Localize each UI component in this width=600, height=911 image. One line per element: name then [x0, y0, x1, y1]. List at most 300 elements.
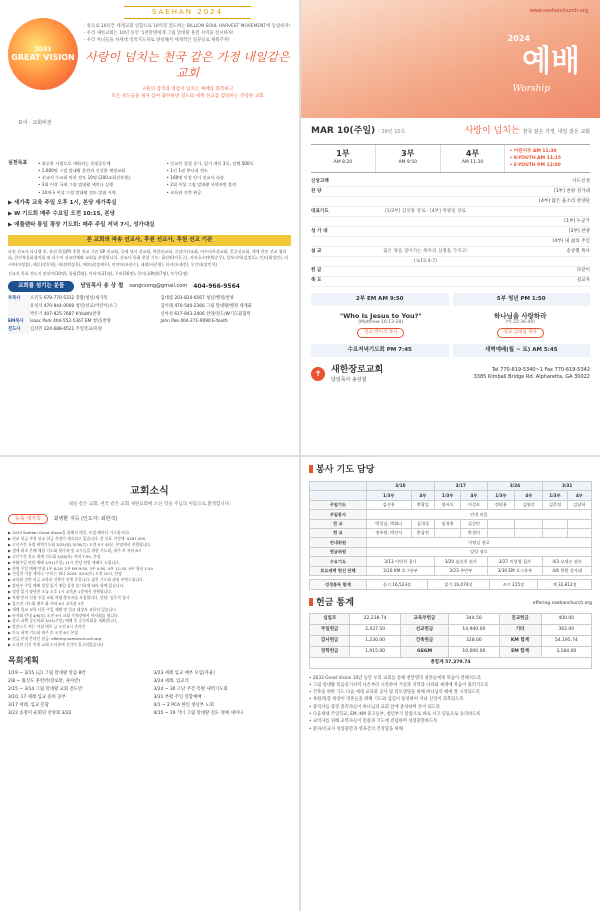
- service-cell: [567, 519, 591, 528]
- service-cell: 정원용: [487, 500, 515, 509]
- prayer-bullet: • 환자/선교사 성령충만과 영육간의 건강함을 위해: [309, 726, 403, 732]
- service-cell: [543, 519, 567, 528]
- great-vision-badge: [8, 18, 78, 90]
- service-cell: 김준섭: [543, 500, 567, 509]
- week-header: 3/24: [487, 481, 543, 490]
- church-address: 3385 Kimball Bridge Rd. Alpharetta, GA 30022: [473, 374, 590, 381]
- weekday-times: [311, 344, 590, 357]
- news-item: ▶ 고난주간 목요 세계 기도회 3/28(목) 저녁 7:30, 본당: [8, 553, 101, 559]
- order-row: [311, 187, 590, 197]
- new-believer-name: 최병환 지득 (인도자: 최반석): [53, 515, 118, 522]
- order-center: [351, 239, 500, 245]
- youth-time: 5부 청년 PM 1:50: [453, 293, 591, 306]
- em-pastor: 설교 박이삭 목사: [357, 328, 404, 338]
- order-label: 신앙고백: [311, 178, 329, 184]
- finance-row: [310, 625, 592, 636]
- news-item: ▶ 도서관 신간 안내 교회 도서관에 신간이 입고되었습니다.: [8, 641, 105, 647]
- news-item: ▶ 성경 읽기 장년반 오늘 오후 1시 교육관 1층에서 진행됩니다.: [8, 589, 113, 595]
- finance-label: 감사헌금: [310, 636, 350, 647]
- stats-cell: 쓰기 215장: [489, 580, 538, 589]
- service-cell: 3/13 이민희 집사: [366, 557, 434, 566]
- saehan-header: SAEHAN 2024: [124, 6, 251, 19]
- prayer-line-3: ▶ 애틀랜타 통일 광장 기도회: 매주 주일 저녁 7시, 성가대실: [8, 221, 155, 228]
- service-cell: [567, 528, 591, 537]
- worship-order: [311, 177, 590, 287]
- service-name: 1부: [336, 148, 350, 158]
- hero-title: 예배: [522, 44, 580, 79]
- news-item: ▶ 고난주간 특별 새벽기도회 3/25(월)-3/30(토) 오전 5시 45분, 본당에서 진행됩니다.: [8, 542, 152, 548]
- church-footer: [311, 365, 590, 383]
- stats-row: [310, 580, 592, 589]
- staff-entry: 김이래 470-540-2366 그림 말대왕/행정 세계화: [160, 303, 252, 309]
- order-label: [311, 259, 351, 265]
- service-title: 봉사 기도 담당: [309, 465, 592, 477]
- news-item: ▶ 토요 새벽 기도회 매주 토 오전 6시 본당: [8, 630, 79, 636]
- finance-label: 진교헌금: [499, 614, 541, 625]
- goal-list-item: • 인교인 성결 증가, 읽기 개인 3독, 전체 500독: [166, 161, 254, 166]
- order-center: [351, 229, 500, 235]
- order-right: [3부] 찬양: [568, 228, 590, 234]
- welcome-text: 내일 같은 교회, 천국 같은 교회 새한교회에 오신 것을 주님의 이름으로 환영합니다.: [68, 502, 231, 507]
- prayer-line-2: ▶ W 기도회 매주 수요일 오전 10:15, 본당: [8, 210, 116, 217]
- prayer-line-1: ▶ 새가족 교육 주일 오후 1시, 본당 새가족실: [8, 199, 117, 206]
- order-label: [311, 239, 351, 245]
- finance-total-row: [310, 657, 592, 668]
- order-center: (눅15:4-7): [414, 258, 437, 264]
- church-pastor: 담임목사 송상철: [331, 377, 367, 383]
- prayer-bullet: • 교역자를 위해 교역자들이 말씀과 기도에 전념하며 성령충만하도록: [309, 719, 438, 725]
- staff-entry: 박은기 407-925-7687 K-Youth/찬양: [30, 311, 101, 317]
- order-label: 설 교: [311, 248, 322, 254]
- dawn-time: 새벽예배(월 ~ 토) AM 5:45: [453, 344, 591, 357]
- order-row: [311, 247, 590, 257]
- em-time: 2부 EM AM 9:50: [311, 293, 449, 306]
- service-cell: [543, 528, 567, 537]
- order-label: 성 가 대: [311, 228, 328, 234]
- service-role: 수요기도: [310, 557, 367, 566]
- part-header: 1/3부: [435, 491, 461, 500]
- order-row: [311, 177, 590, 187]
- stats-cell: 계 32,812장: [538, 580, 592, 589]
- order-label: [311, 219, 351, 225]
- goal-list-item: • 3회 이상 국제 그림 말대왕 세미나 실행: [38, 182, 114, 188]
- goal-list-item: • 선교지 수교회 마산 전도 10명 (200교회선후원),: [38, 175, 132, 181]
- finance-value: 1,915.00: [350, 646, 400, 657]
- part-header: 4부: [567, 491, 591, 500]
- finance-label: 주일헌금: [310, 625, 350, 636]
- service-cell: 4/6 봉원 성가대: [543, 566, 592, 575]
- goal-list-item: • 교육관 건축 완공: [166, 189, 202, 195]
- senior-pastor: 담임목사 송 상 철: [80, 283, 124, 290]
- order-row: [311, 257, 590, 267]
- service-role: 찬 교: [310, 519, 367, 528]
- news-item: ▶ 울프전 기도회 매주 화 저녁 8시 교육관 2층: [8, 600, 85, 606]
- staff-role: 부목사: [8, 295, 30, 303]
- news-item: ▶ 한영 주일 예배 안내 1부 8:20, 2부 EM 9:50, 3부 9:50, 4부 11:30, 5부 청년 1:50: [8, 565, 153, 571]
- service-row: [310, 538, 592, 547]
- order-right: [500, 259, 590, 265]
- goal-list-item: • 2회 이상 그림 말대왕 사역자반 훈련: [166, 182, 237, 188]
- youth-service: • E-YOUTH PM 12:00: [509, 163, 561, 169]
- service-cell: [435, 528, 461, 537]
- order-row: [311, 227, 590, 237]
- slogan-sub-2: 모든 성도들을 제자 삼아 출하하면 전도와 세계 선교를 감당하는 건강한 교회: [111, 94, 264, 100]
- order-right: [4부] 내 삶의 주인: [552, 238, 590, 244]
- finance-label: 장학헌금: [310, 646, 350, 657]
- youth-service: • 어린이부 AM 11:30: [509, 148, 557, 154]
- worship-slogan: [465, 126, 590, 138]
- staff-entry: 유성식 470-944-0000 청년/선교/어린이/소그: [30, 303, 118, 309]
- hero-worship: Worship: [512, 84, 550, 94]
- finance-value: 344.50: [449, 614, 499, 625]
- service-cell: 김남학: [567, 500, 591, 509]
- service-time: AM 8:20: [333, 160, 353, 166]
- goal-list-item: • 10개국 이상 그림 말대왕 전도 말씀 사역: [38, 189, 116, 195]
- order-center: [351, 278, 500, 284]
- service-role: 헌금위원: [310, 547, 367, 556]
- service-time: AM 9:50: [398, 160, 417, 166]
- plan-title: 목회계획: [8, 655, 39, 665]
- finance-row: [310, 636, 592, 647]
- finance-label: GSGM: [400, 646, 448, 657]
- news-item: ▶ 2033 SaeHan Great Vision을 위해서 매일, 모임 때마다 기도합시다!: [8, 530, 130, 536]
- worship-hero: [301, 0, 600, 118]
- practice-goals: [8, 160, 291, 196]
- finance-value: 14,940.00: [449, 625, 499, 636]
- church-logo-icon: ✝: [311, 367, 325, 381]
- em-verse: (Matthew 16:13-28): [358, 320, 404, 326]
- finance-label: 교육부헌금: [400, 614, 448, 625]
- order-label: [311, 199, 351, 205]
- plan-item: 3/31 부활 주일 연합예배: [153, 695, 202, 700]
- plan-item: 3/23 세례 입교 예부 모임(자율): [153, 671, 215, 677]
- goal-item: · 앞으로 10년간 세계교회 연합으로 10억명 전도하는 BILLION SOUL HARVEST MOVEMENT에 동참하자!: [84, 24, 291, 30]
- service-cell: 3/16 KM 호그통부: [366, 566, 434, 575]
- finance-value: 362.00: [541, 625, 591, 636]
- vision-panel: [0, 0, 299, 455]
- staff-entry: 김대섭 203-824-6567 청년/행정/찬양: [160, 296, 234, 302]
- finance-value: 2,437.50: [350, 625, 400, 636]
- news-item: ▶ 부활주일 연합 예배 3/31(주일) 11시 본당 연합 예배로 드립니다.: [8, 559, 120, 565]
- service-1: [311, 145, 376, 173]
- prayer-bullet: • 다음세대 주일학교, EM, KM 중고등부, 청년부가 말씀으로 바로 서고 믿음으로 승리하도록: [309, 712, 481, 718]
- plan-item: 3/10, 17 세례 입교 준비 공부: [8, 695, 66, 700]
- service-role: 안내위원: [310, 538, 367, 547]
- service-row: [310, 528, 592, 537]
- order-row: [311, 277, 590, 287]
- service-cell: 박성미: [461, 528, 487, 537]
- news-item: ▶ 바자회 안내 4/6(토) 오전 9시 교회 주차장에서 바자회를 엽니다.: [8, 612, 119, 618]
- service-cell: 4/3 오세순 권사: [543, 557, 592, 566]
- staff-entry: 오건욱 678-770-5332 총괄/청년/새가족: [30, 296, 108, 302]
- service-role: 헌 교: [310, 528, 367, 537]
- stats-cell: 읽기 16,074장: [428, 580, 489, 589]
- service-cell: 안내 마을: [366, 510, 591, 519]
- news-item: ▶ 차량 봉사 신청 주일 교회 차량 봉사자를 모집합니다. 담당: 김은석 집사: [8, 594, 130, 600]
- finance-value: 22,238.74: [350, 614, 400, 625]
- finance-value: 54,195.74: [541, 636, 591, 647]
- order-row: [311, 237, 590, 247]
- service-cell: 3/27 이성영 집사: [487, 557, 543, 566]
- order-right: [1부] 찬양 성가대: [553, 188, 590, 194]
- week-text: · 28번 10호: [378, 129, 406, 135]
- slogan-sub: 천국 같은 가정, 내일 같은 교회: [522, 129, 590, 135]
- staff-header: [8, 281, 291, 292]
- finance-row: [310, 646, 592, 657]
- part-header: 4부: [411, 491, 434, 500]
- staff-entry: [161, 326, 292, 334]
- youth-services: [505, 145, 590, 173]
- news-item: ▶ 선교 헌금 작정 선교 헌금 작정이 계속되고 있습니다. 총 목표 작정액: $287,400.: [8, 536, 147, 542]
- service-row: [310, 557, 592, 566]
- goal-list-item: • 1인 1권 봉사직 전도: [166, 168, 208, 174]
- church-url[interactable]: www.saehanchurch.org: [529, 8, 588, 14]
- date-line: [301, 118, 600, 140]
- prayer-bullet: • 중직자를 중장 중직자들이 하나님과 교회 앞에 충성하며 본이 되도록: [309, 704, 441, 710]
- finance-title: [309, 598, 592, 610]
- goal-item: · 우리 새한교회는 10년 동안 '1천만명에게 그림 말대왕 훈련 사역을 실시하자!: [84, 31, 234, 37]
- mission-text-2: 선교지 목표 전도지 말리아(10명), 튤립(5명), 아더마(11명), 우바(16명), 한미니(8명)(7명), 토쿠(1명): [8, 270, 188, 276]
- week-header: 3/17: [435, 481, 488, 490]
- service-cell: [487, 528, 515, 537]
- church-contact: [474, 367, 590, 382]
- service-3: [376, 145, 441, 173]
- week-header: 3/10: [366, 481, 434, 490]
- goal-list-item: • 하루한 사랑으로 세워지는 목장공동체: [38, 161, 111, 166]
- ministry-plan: [8, 656, 291, 718]
- order-right: 설교자: [576, 278, 590, 284]
- order-center: [351, 179, 500, 185]
- em-sermon: [311, 312, 451, 338]
- finance-value: 3,184.00: [541, 646, 591, 657]
- goal-list-item: • 1,000명 그림 말대왕 훈련과 건강한 제정교회: [38, 168, 126, 174]
- news-title: 교회소식: [130, 486, 169, 497]
- news-item: ▶ 말씀으로 여는 아침 매주 금 오전 6시 온라인: [8, 624, 86, 630]
- new-believer: [8, 514, 291, 525]
- plan-grid: [8, 670, 291, 718]
- service-cell: 김선홍: [366, 500, 411, 509]
- week-header-row: [310, 481, 592, 490]
- part-header: 4부: [461, 491, 487, 500]
- order-label: 찬 양: [311, 188, 322, 194]
- finance-value: 328.00: [449, 636, 499, 647]
- service-time: AM 11:30: [461, 160, 484, 166]
- badge-text: GREAT VISION: [11, 52, 75, 62]
- church-tel: Tel 770-619-5340~1 Fax 770-619-5342: [491, 366, 590, 373]
- prayer-bullet: • 목원/목장 목장이 영혼들을 위해 기도와 섬김이 풍성하여 자녀 신앙이 회복되도록: [309, 697, 464, 703]
- finance-title-text: 헌금 통계: [316, 597, 354, 608]
- youth-service: • K-YOUTH AM 11:15: [509, 155, 562, 161]
- new-believer-pill: 등록 새가족: [8, 514, 48, 525]
- service-role: 주일기도: [310, 500, 367, 509]
- pastor-phone[interactable]: 404-966-9564: [193, 282, 240, 290]
- finance-label: KM 합계: [499, 636, 541, 647]
- prayer-bullets: [309, 675, 592, 733]
- news-item: ▶ 생애 최초 은혜 체험 기도회 새가족 및 교우들을 위한 기도회, 매주 목 저녁 8시: [8, 547, 142, 553]
- order-center: 잃은 양을 찾아가는 목자의 심정을 가지고!: [383, 248, 468, 254]
- staff-role: [8, 311, 30, 319]
- finance-label: 건축헌금: [400, 636, 448, 647]
- staff-role: EM목사: [8, 318, 30, 326]
- order-row: [311, 197, 590, 207]
- news-item: ▶ 장년부 주일 예배 성경 읽기 매일 성경 읽기표에 따라 함께 읽습니다.: [8, 583, 125, 589]
- news-panel: [0, 457, 299, 911]
- corner-cell: [310, 481, 367, 490]
- goal-list-left: [38, 160, 163, 196]
- wednesday-time: 수요저녁기도회 PM 7:45: [311, 344, 449, 357]
- service-cell: [515, 519, 543, 528]
- service-row: [310, 566, 592, 575]
- finance-table: [309, 613, 592, 668]
- news-item: ▶ 세례 입교 교육 다음 주일 세례 및 입교 대상자 교육이 있습니다.: [8, 606, 118, 612]
- stats-table: [309, 579, 592, 589]
- service-row: [310, 547, 592, 556]
- news-list: [8, 530, 291, 648]
- service-name: 4부: [465, 148, 480, 158]
- em-title: "Who Is Jesus to You?": [339, 312, 422, 321]
- finance-label: EM 합계: [499, 646, 541, 657]
- service-cell: 박성남, 박휘나: [366, 519, 411, 528]
- service-times: [311, 144, 590, 174]
- service-cell: 박광일: [411, 500, 434, 509]
- goal-label: 실천목표: [8, 160, 28, 166]
- service-role: 주일봉사: [310, 510, 367, 519]
- plan-item: 3/22 송정미 순회된 찬양회 3/22: [8, 710, 72, 716]
- service-cell: 김내성: [411, 519, 434, 528]
- service-role: 토요새벽 헌신 단체: [310, 566, 367, 575]
- order-center: [351, 219, 500, 225]
- staff-role: [8, 303, 30, 311]
- service-cell: 담당 장로: [366, 547, 591, 556]
- church-name: 새한장로교회: [331, 365, 384, 376]
- service-name: 3부: [401, 148, 415, 158]
- youth-pastor: 설교 김대섭 목사: [497, 328, 544, 338]
- part-header: 1/3부: [543, 491, 567, 500]
- week-header: 3/31: [543, 481, 592, 490]
- order-center: [1/3부] 김선홍 장로 · [4부] 박광일 장로: [385, 208, 466, 214]
- order-label: 축 도: [311, 278, 322, 284]
- service-cell: 3/23 주민부: [435, 566, 488, 575]
- service-cell: 김영순: [515, 500, 543, 509]
- part-header: 4부: [515, 491, 543, 500]
- staff-pill: 교회를 섬기는 분들: [8, 281, 74, 292]
- plan-item: 4/1 ~ 2 PCA 한인 청년부 노회: [153, 702, 214, 708]
- slogan-sub-1: 구원의 감격과 영감이 넘치는 예배를 회복하고: [141, 87, 234, 93]
- youth-sermon: [451, 312, 591, 338]
- stats-label: 성경통독 합계: [310, 580, 367, 589]
- badge-year: 2033: [34, 45, 52, 53]
- goal-list-item: • 160명 이상 단기 선교사 파송: [166, 175, 225, 181]
- plan-item: 2/15 ~ 3/14 그림 말대왕 교회 전도반: [8, 687, 83, 693]
- service-cell: 3/20 심숙희 권사: [435, 557, 488, 566]
- order-center: [351, 189, 500, 195]
- staff-list: [8, 295, 291, 334]
- youth-title: 하나님을 사랑하라: [494, 312, 547, 321]
- worship-panel: [301, 0, 600, 455]
- staff-entry: Isaac Park 404-552-5367 EM 청년/찬양: [30, 319, 111, 325]
- vision-right: [84, 6, 291, 156]
- service-cell: 임청현: [435, 519, 461, 528]
- news-item: ▶ 장로 피택 공동의회 3/24(주일) 예배 후 공동의회를 개최합니다.: [8, 618, 118, 624]
- order-right: 다같이: [576, 268, 590, 274]
- service-row: [310, 510, 592, 519]
- part-header: 1/3부: [366, 491, 411, 500]
- corner-cell: [310, 491, 367, 500]
- youth-verse: (마 22:36-40): [505, 320, 536, 326]
- staff-entry: John Pae 404-271-9090 E-Youth: [160, 319, 228, 325]
- plan-item: 3/24 세례, 입교식: [153, 679, 189, 685]
- plan-item: 3/24 ~ 30 고난 주간 특별 새벽기도회: [153, 687, 228, 693]
- finance-row: [310, 614, 592, 625]
- staff-role: 전도사: [8, 326, 30, 334]
- order-label: 대표기도: [311, 208, 329, 214]
- finance-value: 10,000.00: [449, 646, 499, 657]
- news-item: ▶ 건강한 가정 세미나 '우리는 하나 2024' 3/23(토) 오전 10시, 본당: [8, 571, 122, 577]
- plan-item: 4/15 ~ 19 거너 그림 말대왕 전도 정예 세미나: [153, 710, 244, 716]
- mission-header: 본 교회의 파송 선교사, 후원 선교사, 후원 선교 기관: [8, 235, 291, 246]
- prayer-bullet: • 2033 Great Vision 10년 동안 우리 교회를 통해 천만명의 영혼들에게 복음이 전해지도록: [309, 675, 482, 681]
- staff-entry: 김선민 224-688-6521 주일학교/유양: [30, 327, 102, 333]
- news-item: ▶ 교육관 건축 헌금 교육관 건축이 진행 중입니다. 많은 기도와 관심 부탁드립니다.: [8, 577, 144, 583]
- finance-label: 기타: [499, 625, 541, 636]
- service-table: [309, 481, 592, 577]
- finance-label: 십일조: [310, 614, 350, 625]
- service-row: [310, 500, 592, 509]
- service-cell: [487, 519, 515, 528]
- prayer-bullet: • 건축을 위한 기도 다음 세대 교육관 공사 및 리모델링을 위해 하나님의 때에 잘 시작되도록: [309, 690, 481, 696]
- church-name-block: [331, 365, 383, 383]
- order-right: 사도신경: [572, 178, 590, 184]
- order-right: [4부] 많은 울소리 찬양단: [539, 198, 590, 204]
- part-header-row: [310, 491, 592, 500]
- slogan-main: 사랑이 넘치는: [464, 126, 520, 136]
- service-cell: [515, 528, 543, 537]
- em-youth-times: [311, 293, 590, 306]
- service-panel: [301, 457, 600, 911]
- order-label: 헌 금: [311, 268, 322, 274]
- order-right: [1부] 누군가: [564, 218, 590, 224]
- date-text: MAR 10(주일): [311, 126, 376, 136]
- plan-item: 1/19 ~ 3/15 (금) 그림 말대왕 앙큼 8반: [8, 671, 86, 677]
- finance-value: 1,230.00: [350, 636, 400, 647]
- finance-value: 400.00: [541, 614, 591, 625]
- order-right: [500, 209, 590, 215]
- order-center: [351, 199, 500, 205]
- service-date: [311, 126, 405, 138]
- order-center: [351, 268, 500, 274]
- pastor-email[interactable]: sangcsong@gmail.com: [129, 283, 188, 290]
- service-4: [441, 145, 506, 173]
- service-cell: 양서도: [435, 500, 461, 509]
- order-row: [311, 267, 590, 277]
- goal-list-right: [167, 160, 292, 196]
- sermon-pair: [311, 312, 590, 338]
- plan-item: 2/8 ~ 월신도 훈련반(장로반, 권사반): [8, 679, 81, 685]
- mission-text: 파송 선교사 다니엘 홍, 홍리 원철(P) 후원 선교 기관 GP 선교회, 국제 성서 선교회, 북한선교회, 중남미선교회, 아프리카선교회, 몽골선교회, 세계 한인 선교 협의회, 한인복음화협의회 외 다수의 선교단체와 교회를 후원합니다. 선교사 목회 현장 기도: 필리핀(이동근), 카자흐스탄(박준우), 캄보디아(김정호), 인도(최성민), 러시아(이정훈), 페루(강동원), 케냐(박상욱), 베트남(정재우), 미얀마(조한수), 네팔(서준영), 터키(오세진), 우간다(장민석): [8, 249, 289, 267]
- finance-total: 총합계 57,379.74: [310, 657, 592, 668]
- side-label: 표어 · 교회비전: [18, 120, 52, 126]
- finance-label: 선교헌금: [400, 625, 448, 636]
- service-cell: 한삼현: [411, 528, 434, 537]
- service-cell: 김성민: [461, 519, 487, 528]
- news-item: ▶ 헌금 안내 온라인 헌금: offering.saehanchurch.org: [8, 636, 102, 642]
- offering-url[interactable]: offering.saehanchurch.org: [532, 600, 592, 606]
- service-cell: 3/30 EM 호그통부: [487, 566, 543, 575]
- vision-left: [8, 6, 78, 156]
- vision-goals: [84, 23, 291, 44]
- service-cell: 이영실 장로: [366, 538, 591, 547]
- goal-item: · 우리 자녀들을 차세대 영적지도자로 양성해서 세계적인 일꾼들로 세워주자!: [84, 38, 230, 44]
